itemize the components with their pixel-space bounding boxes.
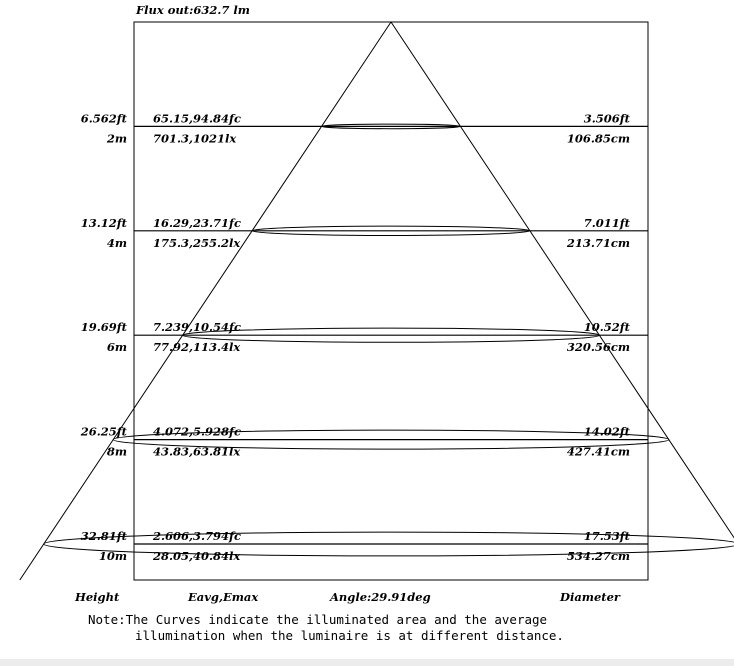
distance-row-4m: [81, 216, 648, 250]
height-ft-label: 26.25ft: [80, 424, 127, 439]
distance-row-10m: [44, 529, 734, 563]
cone-edge-right: [391, 22, 734, 580]
height-ft-label: 32.81ft: [80, 529, 127, 543]
illum-fc-label: 7.239,10.54fc: [153, 320, 241, 335]
diameter-cm-label: 427.41cm: [566, 444, 630, 459]
diameter-cm-label: 106.85cm: [566, 131, 630, 146]
illum-lx-label: 701.3,1021lx: [153, 131, 237, 146]
illum-fc-label: 4.072,5.928fc: [153, 424, 241, 439]
col-header-height: Height: [75, 590, 120, 604]
note-line-2: illumination when the luminaire is at different distance.: [135, 628, 564, 643]
cone-edge-left: [20, 22, 391, 580]
height-ft-label: 19.69ft: [80, 320, 127, 335]
illum-fc-label: 2.606,3.794fc: [153, 529, 241, 543]
diameter-ft-label: 7.011ft: [583, 215, 630, 230]
height-m-label: 10m: [98, 549, 127, 563]
diameter-ft-label: 14.02ft: [583, 424, 630, 439]
diameter-cm-label: 534.27cm: [566, 549, 630, 563]
diameter-cm-label: 213.71cm: [566, 235, 630, 250]
illum-fc-label: 16.29,23.71fc: [153, 215, 241, 230]
height-m-label: 2m: [106, 131, 127, 146]
col-header-illum: Eavg,Emax: [188, 590, 259, 604]
col-header-diameter: Diameter: [560, 590, 620, 604]
flux-label: Flux out:632.7 lm: [136, 3, 250, 17]
diameter-ft-label: 10.52ft: [583, 320, 630, 335]
diameter-ft-label: 3.506ft: [583, 111, 630, 126]
col-header-angle: Angle:29.91deg: [330, 590, 431, 604]
chart-frame-group: [134, 22, 648, 580]
diameter-ft-label: 17.53ft: [583, 529, 630, 543]
height-m-label: 8m: [106, 444, 127, 459]
illum-lx-label: 175.3,255.2lx: [153, 235, 241, 250]
beam-cone-group: [20, 22, 734, 580]
illum-fc-label: 65.15,94.84fc: [153, 111, 241, 126]
distance-row-8m: [80, 425, 669, 459]
bottom-strip: [0, 659, 734, 666]
distance-row-6m: [81, 320, 648, 354]
illum-lx-label: 77.92,113.4lx: [153, 340, 241, 355]
height-ft-label: 13.12ft: [80, 215, 127, 230]
illum-lx-label: 43.83,63.81lx: [153, 444, 241, 459]
distance-rows-group: [44, 111, 734, 563]
distance-row-2m: [81, 111, 648, 145]
height-ft-label: 6.562ft: [80, 111, 127, 126]
chart-frame: [134, 22, 648, 580]
height-m-label: 6m: [106, 340, 127, 355]
illum-lx-label: 28.05,40.84lx: [153, 549, 241, 563]
note-line-1: Note:The Curves indicate the illuminated area and the average: [88, 612, 548, 627]
diameter-cm-label: 320.56cm: [566, 340, 630, 355]
height-m-label: 4m: [106, 235, 127, 250]
